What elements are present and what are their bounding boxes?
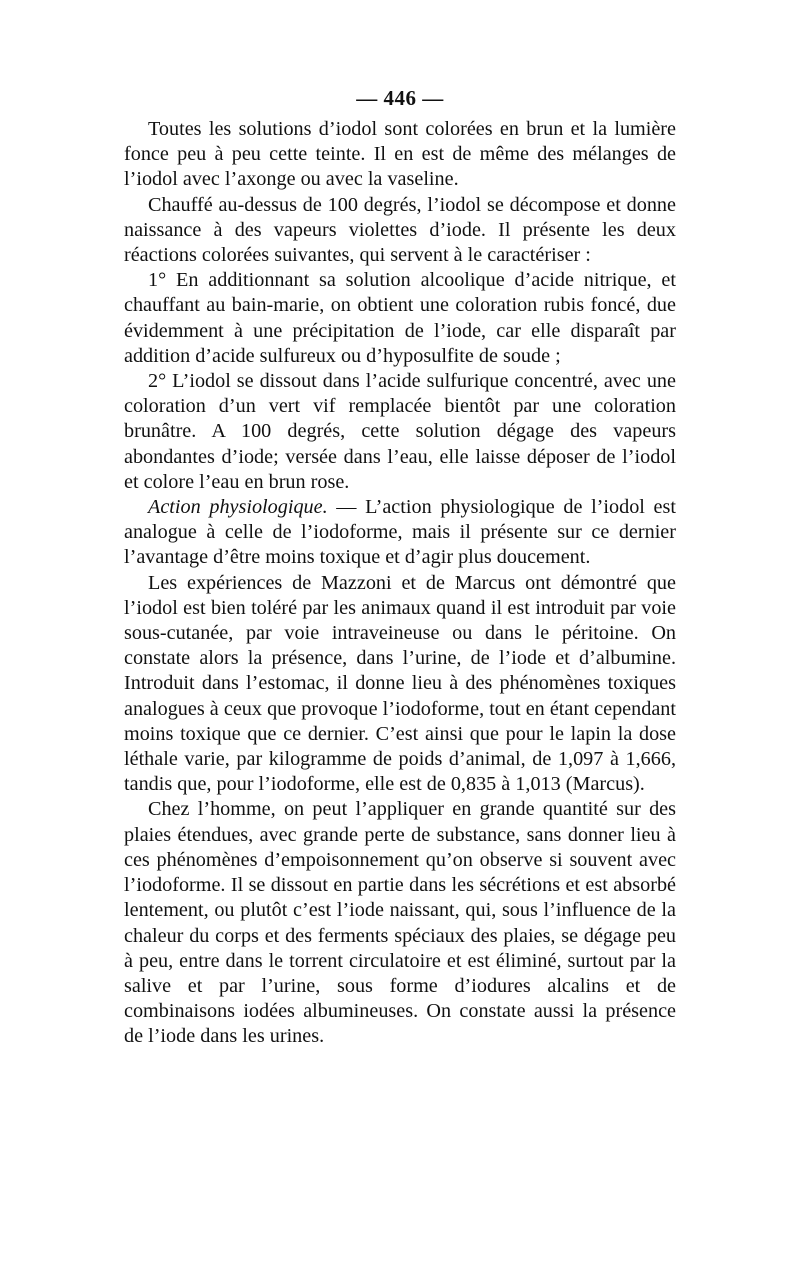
- paragraph-action-physiologique: [124, 495, 676, 571]
- paragraph-heating: Chauffé au-dessus de 100 degrés, l’iodol se décompose et donne naissance à des vapeurs violettes d’iode. Il présente les deux réactions colorées suivantes, qui servent à le caractériser :: [124, 193, 676, 267]
- paragraph-reaction-1: 1° En additionnant sa solution alcoolique d’acide nitrique, et chauffant au bain-marie, on obtient une coloration rubis foncé, due évidemment à une précipitation de l’iode, car elle disparaît par addition d’acide sulfureux ou d’hyposulfite de soude ;: [124, 269, 676, 367]
- paragraph-chez-homme: Chez l’homme, on peut l’appliquer en grande quantité sur des plaies étendues, avec grande perte de substance, sans donner lieu à ces phénomènes d’empoisonnement qu’on observe si souvent avec l’iodoforme. Il se dissout en partie dans les sécrétions et est absorbé lentement, ou plutôt c’est l’iode naissant, qui, sous l’influence de la chaleur du corps et des ferments spéciaux des plaies, se dégage peu à peu, entre dans le torrent circulatoire et est éliminé, surtout par la salive et par l’urine, sous forme d’iodures alcalins et de combinaisons iodées albumineuses. On constate aussi la présence de l’iode dans les urines.: [124, 798, 676, 1048]
- paragraph-experiences: Les expériences de Mazzoni et de Marcus ont démontré que l’iodol est bien toléré par les animaux quand il est introduit par voie sous-cutanée, par voie intraveineuse ou dans le péritoine. On constate alors la présence, dans l’urine, de l’iode et d’albumine. Introduit dans l’estomac, il donne lieu à des phénomènes toxiques analogues à ceux que provoque l’iodoforme, tout en étant cependant moins toxique que ce dernier. C’est ainsi que pour le lapin la dose léthale varie, par kilogramme de poids d’animal, de 1,097 à 1,666, tandis que, pour l’iodoforme, elle est de 0,835 à 1,013 (Marcus).: [124, 571, 676, 796]
- section-heading-action-physiologique: Action physiologique.: [148, 496, 328, 519]
- page-number: — 446 —: [356, 86, 444, 110]
- paragraph-reaction-2: 2° L’iodol se dissout dans l’acide sulfurique concentré, avec une coloration d’un vert vif remplacée bientôt par une coloration brunâtre. A 100 degrés, cette solution dégage des vapeurs abondantes d’iode; versée dans l’eau, elle laisse déposer de l’iodol et colore l’eau en brun rose.: [124, 370, 676, 493]
- paragraph-action-physiologique-text: — L’action physiologique de l’iodol est analogue à celle de l’iodoforme, mais il présente sur ce dernier l’avantage d’être moins toxique et d’agir plus doucement.: [124, 496, 676, 569]
- page-body: [124, 86, 676, 1050]
- paragraph-solutions: Toutes les solutions d’iodol sont colorées en brun et la lumière fonce peu à peu cette teinte. Il en est de même des mélanges de l’iodol avec l’axonge ou avec la vaseline.: [124, 118, 676, 191]
